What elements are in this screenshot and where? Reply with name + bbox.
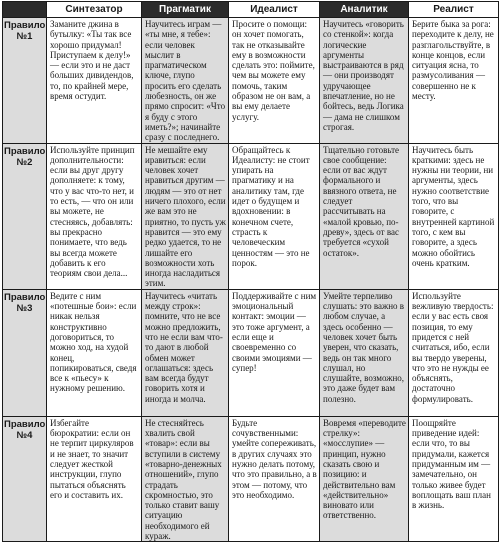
rule-label: Правило №1 bbox=[3, 18, 47, 144]
table-row bbox=[3, 416, 499, 542]
table-cell: Обращайтесь к Идеалисту: не стоит упирать на прагматику и на аналитику там, где идет о будущем и вдохновении: в конечном счете, страсть к человеческим ценностям — это не порок. bbox=[229, 143, 320, 289]
table-cell: Тщательно готовьте свое сообщение: если от вас ждут формального и ввязного ответа, не следует рассчитывать на «малой кровью, по-древу», здесь от вас требуется «сухой остаток». bbox=[320, 143, 409, 289]
rule-label: Правило №4 bbox=[3, 416, 47, 542]
table-cell: Научитесь «говорить со стенкой»: когда логические аргументы выстраиваются в ряд — они производят удручающее впечатление, но не бойтесь, ведь Логика — дама не слишком строгая. bbox=[320, 18, 409, 144]
table-cell: Поддерживайте с ним эмоциональный контакт: эмоции — это тоже аргумент, а если еще и своевременно со своими эмоциями — супер! bbox=[229, 289, 320, 416]
header-pragmatist: Прагматик bbox=[142, 2, 229, 18]
table-cell: Ведите с ним «потешные бои»: если никак нельзя конструктивно договориться, то можно ход, на худой конец, попикироваться, сведя все к «пьесу» к нужному решению. bbox=[47, 289, 142, 416]
table-cell: Просите о помощи: он хочет помогать, так не отказывайте ему в возможности сделать это: поймите, чем вы можете ему помочь, таким образом не он вам, а вы ему делаете услугу. bbox=[229, 18, 320, 144]
table-row bbox=[3, 289, 499, 416]
table-cell: Не мешайте ему иравиться: если человек хочет нравиться другим — людям — это от нет ничего плохого, если же вам это не приятно, то пусть уж нравится — это ему редко удается, то не лишайте его возможности хоть иногда насладиться этим. bbox=[142, 143, 229, 289]
rule-label: Правило №3 bbox=[3, 289, 47, 416]
table-cell: Научитесь играм — «ты мне, я тебе»: если человек мыслит в прагматическом ключе, глупо просить его сделать любезность, он же прямо спросит: «Что я буду с этого иметь?»; начинайте сразу с последнего. bbox=[142, 18, 229, 144]
header-analyst: Аналитик bbox=[320, 2, 409, 18]
table-cell: Умейте терпеливо слушать: это важно в любом случае, а здесь особенно — человек хочет быть уверен, что сказать, ведь он так много слушал, но слушайте, возможно, это даже будет вам полезно. bbox=[320, 289, 409, 416]
table-row bbox=[3, 143, 499, 289]
table-cell: Заманите джина в бутылку: «Ты так все хорошо придумал! Приступаем к делу!» — если это и не даст больших дивидендов, то, по крайней мере, время остудит. bbox=[47, 18, 142, 144]
table-cell: Используйте принцип дополнительности: если вы друг другу дополняете: к тому, что у вас что-то нет, и то есть, — что он или вы можете, не стесняясь, добавлять: вы прекрасно понимаете, что ведь вы всегда можете добавить к его теориям свои дела... bbox=[47, 143, 142, 289]
table-cell: Будьте сочувственными: умейте сопереживать, в других случаях это нужно делать потому, что это правильно, а в этом — потому, что это необходимо. bbox=[229, 416, 320, 542]
table-cell: Используйте вежливую твердость: если у вас есть своя позиция, то ему придется с ней считаться, ибо, если вы твердо уверены, что это не нужды ее объяснять, достаточно формулировать. bbox=[409, 289, 499, 416]
header-idealist: Идеалист bbox=[229, 2, 320, 18]
table-cell: Избегайте бюрократии: если он не терпит циркуляров и не знает, то значит следует жесткой инструкции, глупо пытаться объяснять его и составить их. bbox=[47, 416, 142, 542]
table-cell: Берите быка за рога: переходите к делу, не разглагольствуйте, в конце концов, если ситуация ясна, то размусоливания — совершенно не к месту. bbox=[409, 18, 499, 144]
header-row bbox=[3, 2, 499, 18]
table-cell: Научитесь быть краткими: здесь не нужны ни теории, ни аргументы, здесь нужно соответствие того, что вы говорите, с внутренней картиной того, с кем вы говорите, а здесь можно обойтись очень кратким. bbox=[409, 143, 499, 289]
table-cell: Научитесь «читать между строк»: помните, что не все можно предложить, что не если вам что-то дают в любой обмен может оглашаться: здесь вам всегда будут говорить хотя и иногда и молча. bbox=[142, 289, 229, 416]
rule-label: Правило №2 bbox=[3, 143, 47, 289]
table-cell: Поощряйте приведение идей: если что, то вы придумали, кажется придуманным им — замечательно, он только живее будет воплощать ваш план в жизнь. bbox=[409, 416, 499, 542]
table-cell: Не стесняйтесь хвалить свой «товар»: если вы вступили в систему «товарно-денежных отношений», глупо страдать скромностью, это только ставит вашу ситуацию необходимого ей кураж. bbox=[142, 416, 229, 542]
header-synthesizer: Синтезатор bbox=[47, 2, 142, 18]
table-cell: Вовремя «переводите стрелку»: «мосслупие» — принцип, нужно сказать свою и позицию: и действительно вам «действительно» виновато или ответственно. bbox=[320, 416, 409, 542]
header-corner bbox=[3, 2, 47, 18]
table-row bbox=[3, 18, 499, 144]
comparison-table bbox=[2, 1, 499, 542]
header-realist: Реалист bbox=[409, 2, 499, 18]
